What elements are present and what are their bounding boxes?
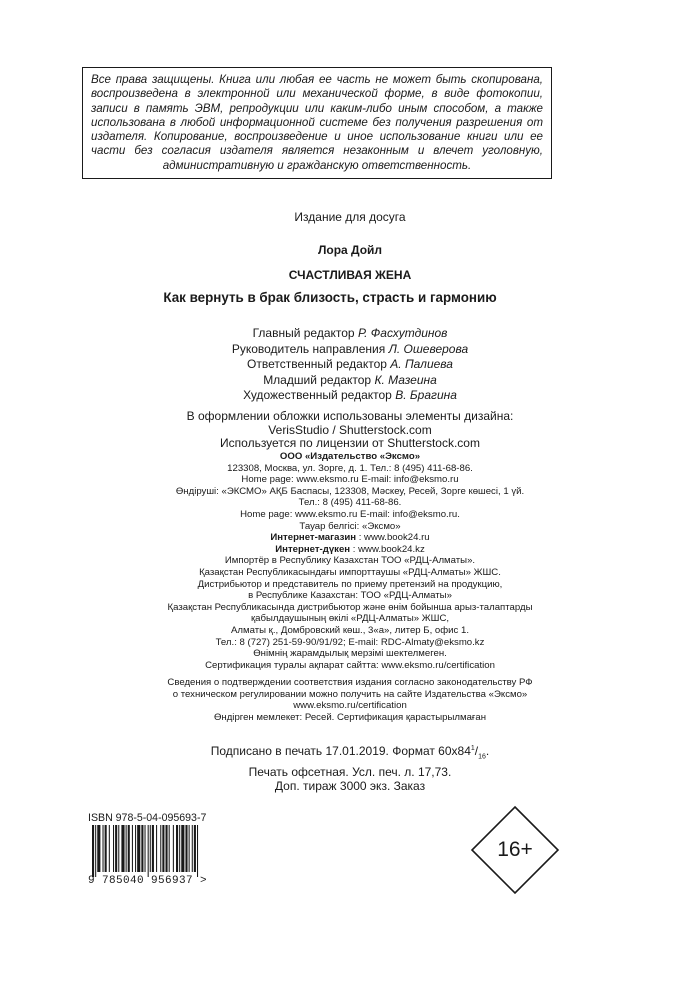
barcode-bar <box>95 825 96 877</box>
distributor-line-1: Дистрибьютор и представитель по приему претензий на продукцию, <box>197 578 503 590</box>
publisher-web-email: Home page: www.eksmo.ru E-mail: info@eksmo.ru <box>241 474 459 486</box>
cover-credits <box>60 410 640 451</box>
print-line-3: Доп. тираж 3000 экз. Заказ <box>274 779 426 794</box>
importer: Импортёр в Республику Казахстан ТОО «РДЦ-Алматы». <box>224 555 476 567</box>
book-title: СЧАСТЛИВАЯ ЖЕНА <box>288 268 412 282</box>
barcode-bar <box>152 825 154 872</box>
editor-role: Младший редактор <box>263 372 372 387</box>
editor-name: К. Мазеина <box>374 372 437 387</box>
format-superscript: 1 <box>470 745 475 752</box>
editor-row <box>60 326 640 342</box>
barcode-bar <box>105 825 107 872</box>
online-shop-label: Интернет-магазин <box>270 532 357 544</box>
online-shop-kz <box>60 544 640 556</box>
barcode-bar <box>128 825 130 872</box>
barcode-bar <box>176 825 178 872</box>
editor-name: В. Брагина <box>395 388 457 403</box>
barcode-bar <box>121 825 124 872</box>
barcode-bar <box>115 825 117 872</box>
print-info <box>60 742 640 794</box>
barcode-bar <box>197 825 198 877</box>
barcode-bar <box>156 825 157 872</box>
distributor-line-2: в Республике Казахстан: ТОО «РДЦ-Алматы» <box>248 590 452 602</box>
editor-role: Главный редактор <box>252 326 355 340</box>
editor-role: Художественный редактор <box>243 388 392 403</box>
barcode-bar <box>162 825 164 872</box>
barcode-bar <box>135 825 136 872</box>
barcode-bar <box>166 825 168 872</box>
print-line-2: Печать офсетная. Усл. печ. л. 17,73. <box>248 764 452 779</box>
barcode-bar <box>126 825 127 872</box>
conformity-line-2: о техническом регулировании можно получить на сайте Издательства «Эксмо» <box>172 688 528 700</box>
barcode-bar <box>137 825 140 872</box>
copyright-notice-box <box>82 67 552 179</box>
almaty-contacts: Тел.: 8 (727) 251-59-90/91/92; E-mail: RDC-Almaty@eksmo.kz <box>215 636 485 648</box>
barcode-bar <box>113 825 114 872</box>
age-rating-text: 16+ <box>497 838 533 861</box>
barcode-bar <box>169 825 170 872</box>
barcode-bar <box>145 825 146 872</box>
trademark: Тауар белгісі: «Эксмо» <box>299 520 401 532</box>
online-shop <box>60 532 640 544</box>
barcode-bar <box>189 825 190 872</box>
distributor-kz-line-1: Қазақстан Республикасында дистрибьютор және өнім бойынша арыз-талаптарды <box>167 601 533 613</box>
online-shop-kz-label: Интернет-дүкен <box>275 543 351 555</box>
origin-kz: Өндірген мемлекет: Ресей. Сертификация қарастырылмаған <box>213 712 487 724</box>
editor-row <box>60 357 640 373</box>
barcode-bar <box>92 825 94 877</box>
barcode-bar <box>109 825 110 872</box>
conformity-line-1: Сведения о подтверждении соответствия издания согласно законодательству РФ <box>167 677 533 689</box>
kz-manufacturer: Өндіруші: «ЭКСМО» АҚБ Баспасы, 123308, Мәскеу, Ресей, Зорге көшесі, 1 үй. <box>175 485 525 497</box>
editor-row <box>60 373 640 389</box>
isbn: ISBN 978-5-04-095693-7 <box>88 812 207 824</box>
barcode-bar <box>194 825 196 872</box>
barcode-icon <box>88 825 240 877</box>
print-signed-line <box>60 742 640 765</box>
barcode-bar <box>185 825 187 872</box>
copyright-notice-text: Все права защищены. Книга или любая ее часть не может быть скопирована, воспроизведена в электронной или механической форме, в виде фотокопии, записи в память ЭВМ, репродукции или каким-либо иным способом, а также использована в любой информационной системе без получения разрешения от издателя. Копирование, воспроизведение и иное использование книги или ее части без согласия издателя является незаконным и влечет уголовную, административную и гражданскую ответственность. <box>91 73 543 172</box>
cover-credit-line: Используется по лицензии от Shutterstock.com <box>220 436 480 451</box>
editor-name: Р. Фасхутдинов <box>357 326 448 340</box>
publisher-name: ООО «Издательство «Эксмо» <box>279 451 421 462</box>
barcode-bar <box>160 825 161 872</box>
publisher-address: 123308, Москва, ул. Зорге, д. 1. Тел.: 8 (495) 411-68-86. <box>227 462 473 474</box>
editors-list <box>60 326 640 404</box>
barcode-bar <box>179 825 180 872</box>
editor-row <box>60 342 640 358</box>
distributor-kz-line-2: қабылдаушының өкілі «РДЦ-Алматы» ЖШС, <box>250 613 450 625</box>
barcode-bar <box>181 825 184 872</box>
certification-kz: Сертификация туралы ақпарат сайтта: www.eksmo.ru/certification <box>205 659 495 671</box>
print-signed-text: Подписано в печать 17.01.2019. Формат 60x84 <box>210 744 471 758</box>
barcode-digits: 9 785040 956937 > <box>88 875 208 887</box>
publisher-info <box>60 451 640 724</box>
editor-name: Л. Ошеверова <box>388 341 469 356</box>
book-subtitle: Как вернуть в брак близость, страсть и гармонию <box>163 290 497 305</box>
editor-role: Руководитель направления <box>231 341 386 356</box>
barcode-bar <box>192 825 193 872</box>
barcode-bar <box>150 825 151 872</box>
cover-credit-line: VerisStudio / Shutterstock.com <box>268 422 432 437</box>
editor-role: Ответственный редактор <box>247 357 387 372</box>
online-shop-kz-url: : www.book24.kz <box>350 543 425 555</box>
barcode-bar <box>148 825 149 877</box>
barcode-bar <box>97 825 100 872</box>
editor-row <box>60 388 640 404</box>
conformity-url: www.eksmo.ru/certification <box>293 700 407 712</box>
format-subscript: 16 <box>478 753 486 761</box>
barcode-bar <box>141 825 143 872</box>
format-slash: / <box>474 744 479 758</box>
barcode-bar <box>118 825 119 872</box>
format-end: . <box>485 744 490 758</box>
almaty-address: Алматы қ., Домбровский көш., 3«а», литер Б, офис 1. <box>231 624 469 636</box>
age-rating-badge <box>470 805 560 895</box>
barcode-bar <box>132 825 133 872</box>
editor-name: А. Палиева <box>390 357 453 372</box>
kz-phone: Тел.: 8 (495) 411-68-86. <box>298 497 402 509</box>
edition-type: Издание для досуга <box>294 210 406 224</box>
shelf-life: Өнімнің жарамдылық мерзімі шектелмеген. <box>253 648 447 660</box>
kz-web-email: Home page: www.eksmo.ru E-mail: info@eksmo.ru. <box>240 508 460 520</box>
barcode-bar <box>173 825 174 872</box>
importer-kz: Қазақстан Республикасындағы импорттаушы «РДЦ-Алматы» ЖШС. <box>199 566 501 578</box>
barcode-bar <box>103 825 104 872</box>
barcode-block <box>88 825 240 889</box>
cover-credit-line: В оформлении обложки использованы элементы дизайна: <box>186 409 514 423</box>
author-name: Лора Дойл <box>317 243 383 257</box>
online-shop-url: : www.book24.ru <box>356 532 430 544</box>
